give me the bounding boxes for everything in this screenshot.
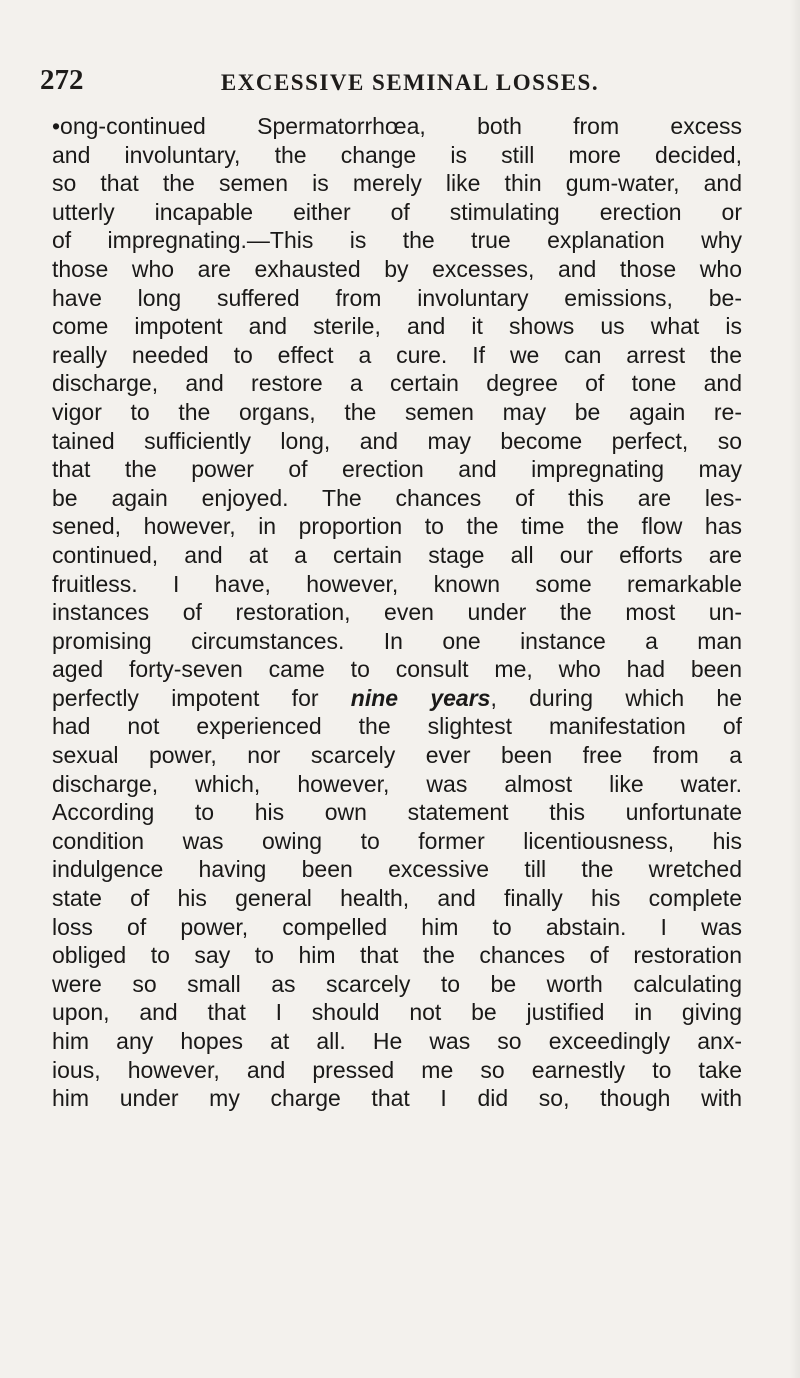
text-line: upon, and that I should not be justified in giving: [52, 999, 742, 1026]
text-fragment: perfectly impotent for: [52, 684, 351, 711]
text-line: promising circumstances. In one instance a man: [52, 627, 742, 654]
text-line: be again enjoyed. The chances of this are les-: [52, 484, 742, 511]
text-line: ious, however, and pressed me so earnestly to take: [52, 1056, 742, 1083]
text-fragment: , during which he: [490, 684, 742, 711]
text-line: so that the semen is merely like thin gum-water, and: [52, 170, 742, 197]
text-line: loss of power, compelled him to abstain. I was: [52, 913, 742, 940]
page-number: 272: [40, 64, 84, 96]
text-line: him under my charge that I did so, though with: [52, 1085, 742, 1112]
page-edge-shadow: [790, 0, 800, 1378]
text-line: aged forty-seven came to consult me, who had been: [52, 656, 742, 683]
text-line: •ong-continued Spermatorrhœa, both from excess: [52, 113, 742, 139]
text-line: really needed to effect a cure. If we can arrest the: [52, 341, 742, 368]
text-line: and involuntary, the change is still more decided,: [52, 141, 742, 168]
text-line: instances of restoration, even under the most un-: [52, 599, 742, 626]
text-line: that the power of erection and impregnating may: [52, 456, 742, 483]
text-line: fruitless. I have, however, known some remarkable: [52, 570, 742, 597]
text-line: vigor to the organs, the semen may be again re-: [52, 398, 742, 425]
text-line: condition was owing to former licentiousness, his: [52, 827, 742, 854]
text-line: According to his own statement this unfortunate: [52, 799, 742, 826]
text-line: obliged to say to him that the chances of restoration: [52, 942, 742, 969]
text-line: sexual power, nor scarcely ever been free from a: [52, 742, 742, 769]
text-line: tained sufficiently long, and may become perfect, so: [52, 427, 742, 454]
text-line: those who are exhausted by excesses, and those who: [52, 255, 742, 282]
text-line: sened, however, in proportion to the time the flow has: [52, 513, 742, 540]
running-head: EXCESSIVE SEMINAL LOSSES.: [220, 70, 600, 95]
text-line: state of his general health, and finally his complete: [52, 885, 742, 912]
emphasized-phrase: nine years: [350, 684, 491, 711]
text-line: continued, and at a certain stage all our efforts are: [52, 541, 742, 568]
text-line: had not experienced the slightest manifestation of: [52, 713, 742, 740]
text-line: of impregnating.—This is the true explanation why: [52, 227, 742, 254]
body-text: [52, 112, 742, 1113]
text-line: come impotent and sterile, and it shows us what is: [52, 313, 742, 340]
text-line: him any hopes at all. He was so exceedingly anx-: [52, 1028, 742, 1054]
text-line-with-emphasis: [52, 684, 742, 713]
text-line: have long suffered from involuntary emissions, be-: [52, 284, 742, 311]
page-header: [40, 64, 780, 108]
text-line: discharge, which, however, was almost like water.: [52, 770, 742, 797]
text-line: were so small as scarcely to be worth calculating: [52, 970, 742, 997]
text-line: indulgence having been excessive till the wretched: [52, 856, 742, 883]
text-line: utterly incapable either of stimulating erection or: [52, 198, 742, 225]
text-line: discharge, and restore a certain degree of tone and: [52, 370, 742, 397]
